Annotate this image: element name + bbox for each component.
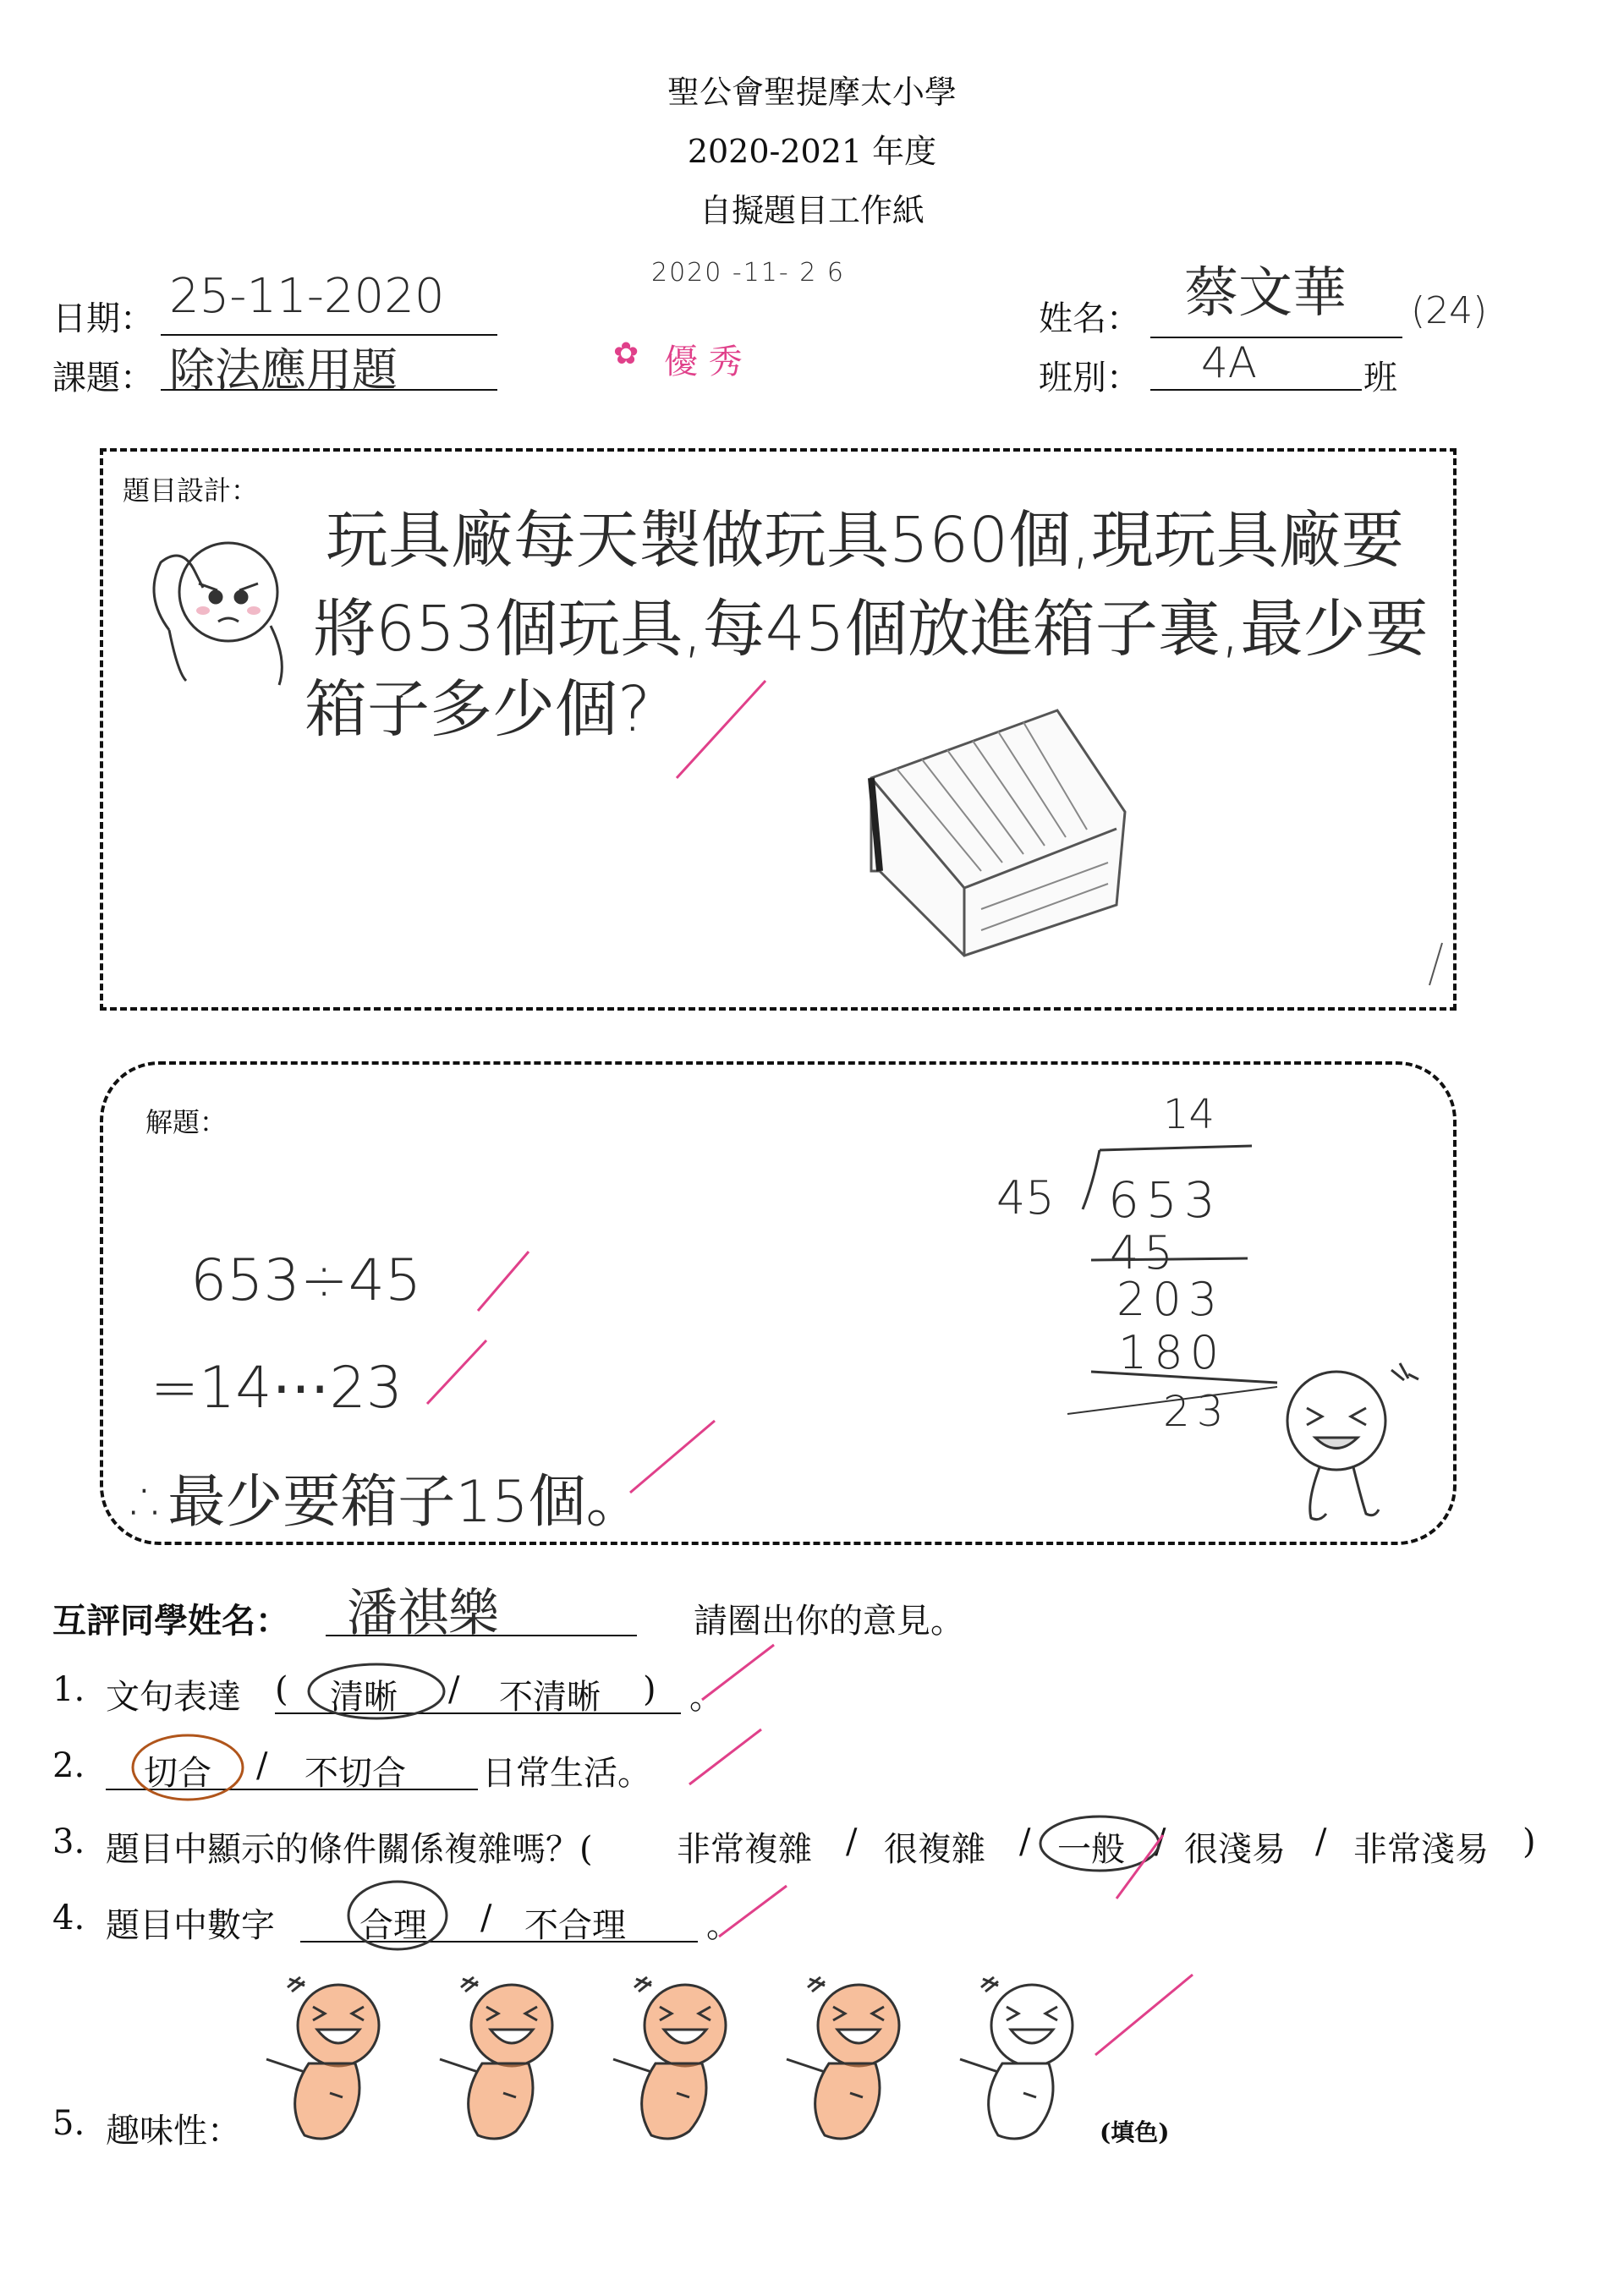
topic-underline	[161, 389, 497, 391]
item-4-text: 題目中數字	[106, 1906, 275, 1945]
item-3-number: 3.	[52, 1822, 85, 1861]
date-value: 25-11-2020	[169, 269, 445, 324]
peer-review-label: 互評同學姓名：	[52, 1601, 289, 1641]
item-3-option-3[interactable]: 一般	[1057, 1830, 1125, 1869]
item-2-text: 日常生活。	[482, 1754, 651, 1793]
class-label: 班別：	[1039, 359, 1140, 397]
solution-line-3: ∴最少要箱子15個。	[131, 1469, 644, 1536]
division-quotient: 14	[1163, 1091, 1215, 1138]
item-1-underline	[275, 1712, 681, 1714]
item-3-sep-1: /	[846, 1822, 858, 1861]
topic-label: 課題：	[52, 359, 154, 397]
fun-rating-figure-5[interactable]	[960, 1977, 1073, 2139]
fun-rating-figure-4[interactable]	[787, 1977, 899, 2139]
class-value: 4A	[1201, 338, 1258, 387]
item-1-text: 文句表達	[106, 1678, 241, 1717]
item-4-end: 。	[706, 1906, 740, 1945]
tick-mark-icon	[689, 1729, 761, 1784]
question-label: 題目設計：	[123, 474, 259, 507]
item-2-underline	[106, 1789, 478, 1790]
item-3-close: )	[1522, 1822, 1536, 1861]
item-2-option-b[interactable]: 不切合	[304, 1754, 406, 1793]
fun-rating-figure-2[interactable]	[440, 1977, 552, 2139]
item-3-sep-3: /	[1155, 1822, 1166, 1861]
item-1-sep: /	[448, 1670, 460, 1709]
peer-review-instruction: 請圈出你的意見。	[694, 1602, 964, 1641]
class-number: (24)	[1411, 289, 1488, 332]
item-3-text: 題目中顯示的條件關係複雜嗎？(	[106, 1830, 593, 1869]
item-4-sep: /	[480, 1899, 492, 1937]
item-5-number: 5.	[52, 2104, 85, 2143]
flower-icon: ✿	[613, 337, 639, 371]
item-4-underline	[300, 1941, 698, 1943]
date-label: 日期：	[52, 299, 154, 338]
item-4-option-b[interactable]: 不合理	[524, 1906, 626, 1945]
item-3-option-5[interactable]: 非常淺易	[1353, 1830, 1489, 1869]
item-2-option-a[interactable]: 切合	[144, 1754, 211, 1793]
fun-rating-figure-1[interactable]	[266, 1977, 379, 2139]
item-4-option-a[interactable]: 合理	[359, 1906, 427, 1945]
item-3-option-4[interactable]: 很淺易	[1184, 1830, 1286, 1869]
peer-reviewer-name: 潘祺樂	[347, 1584, 499, 1643]
item-1-open: (	[275, 1670, 288, 1709]
class-suffix: 班	[1363, 359, 1397, 397]
item-1-option-a[interactable]: 清晰	[330, 1678, 398, 1717]
school-name: 聖公會聖提摩太小學	[667, 74, 957, 111]
solution-label: 解題：	[145, 1106, 228, 1138]
division-remainder: 23	[1163, 1387, 1231, 1436]
topic-value: 除法應用題	[169, 343, 398, 397]
item-1-number: 1.	[52, 1670, 85, 1709]
question-line-1: 玩具廠每天製做玩具560個,現玩具廠要	[326, 504, 1404, 577]
grade-mark: 優 秀	[664, 342, 743, 381]
school-year: 2020-2021 年度	[687, 133, 937, 170]
item-1-close: )	[643, 1670, 656, 1709]
division-step-2: 180	[1118, 1326, 1226, 1379]
name-value: 蔡文華	[1184, 262, 1347, 325]
class-underline	[1150, 389, 1362, 391]
item-2-number: 2.	[52, 1746, 85, 1785]
item-2-sep: /	[256, 1746, 268, 1785]
item-3-option-1[interactable]: 非常複雜	[677, 1830, 812, 1869]
solution-line-2: =14⋯23	[151, 1355, 403, 1422]
tick-mark-icon	[1095, 1975, 1193, 2055]
division-step-1: 45	[1110, 1226, 1178, 1280]
fun-rating-figure-3[interactable]	[613, 1977, 726, 2139]
stamp-date: 2020 -11- 2 6	[651, 258, 845, 288]
question-line-2: 將653個玩具,每45個放進箱子裏,最少要	[313, 593, 1429, 666]
item-1-option-b[interactable]: 不清晰	[499, 1678, 601, 1717]
item-5-text: 趣味性：	[106, 2112, 241, 2151]
name-underline	[1150, 337, 1402, 338]
division-dividend: 653	[1108, 1171, 1222, 1229]
division-remainder-1: 203	[1116, 1273, 1225, 1326]
question-line-3: 箱子多少個?	[304, 673, 651, 746]
name-label: 姓名：	[1039, 299, 1140, 338]
item-4-number: 4.	[52, 1899, 85, 1937]
item-3-option-2[interactable]: 很複雜	[884, 1830, 985, 1869]
sheet-title: 自擬題目工作紙	[699, 192, 924, 229]
item-5-note: (填色)	[1100, 2118, 1170, 2146]
division-divisor: 45	[996, 1171, 1055, 1225]
item-1-end: 。	[689, 1678, 723, 1717]
item-3-sep-2: /	[1019, 1822, 1031, 1861]
item-3-sep-4: /	[1315, 1822, 1327, 1861]
solution-line-1: 653÷45	[190, 1247, 422, 1314]
reviewer-underline	[326, 1635, 637, 1636]
